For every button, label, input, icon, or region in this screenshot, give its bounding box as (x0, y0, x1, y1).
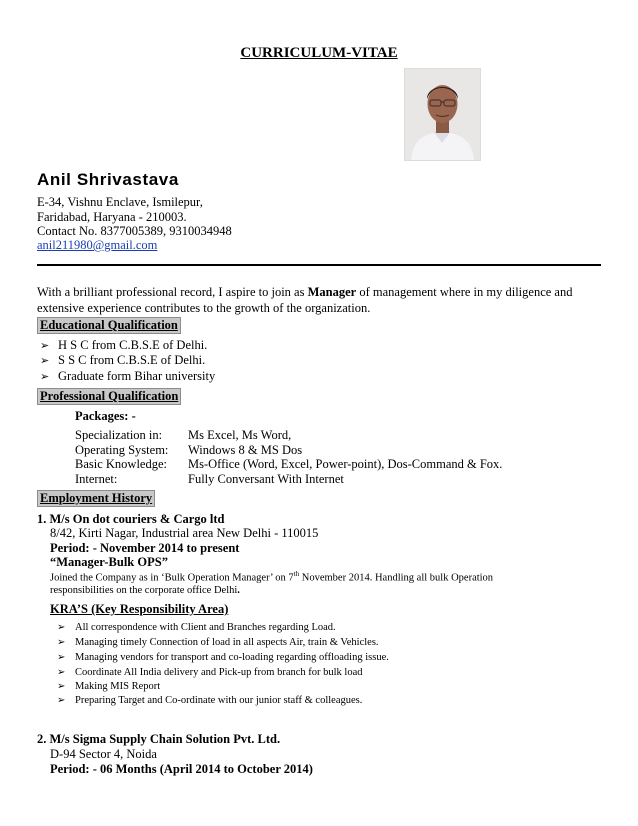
job1-description-cont: responsibilities on the corporate office Delhi. (50, 585, 240, 596)
list-item: ➢ Making MIS Report (57, 681, 161, 692)
list-item: ➢ Managing vendors for transport and co-loading regarding offloading issue. (57, 652, 389, 663)
contact-numbers: Contact No. 8377005389, 9310034948 (37, 224, 232, 238)
skill-label: Specialization in: (75, 428, 163, 442)
objective-highlight: Manager (307, 285, 357, 299)
list-item: ➢ H S C from C.B.S.E of Delhi. (40, 338, 208, 352)
list-item: ➢ Coordinate All India delivery and Pick-up from branch for bulk load (57, 667, 363, 678)
divider (37, 264, 601, 266)
kra-heading: KRA’S (Key Responsibility Area) (50, 602, 229, 616)
arrow-bullet-icon: ➢ (57, 667, 66, 678)
arrow-bullet-icon: ➢ (40, 354, 50, 367)
skill-label: Basic Knowledge: (75, 457, 167, 471)
objective-text-end: of management where in my diligence and extensive experience contributes to the growth of the organization. (37, 285, 573, 315)
professional-heading: Professional Qualification (37, 388, 181, 405)
list-item: ➢ Preparing Target and Co-ordinate with our junior staff & colleagues. (57, 695, 363, 706)
skill-value: Fully Conversant With Internet (188, 472, 344, 486)
employment-heading: Employment History (37, 490, 155, 507)
profile-photo (404, 68, 481, 161)
skill-value: Windows 8 & MS Dos (188, 443, 303, 457)
arrow-bullet-icon: ➢ (40, 370, 50, 383)
job1-address: 8/42, Kirti Nagar, Industrial area New Delhi - 110015 (50, 526, 319, 540)
career-objective (37, 284, 597, 316)
document-title: CURRICULUM-VITAE (240, 45, 398, 61)
list-item: ➢ Graduate form Bihar university (40, 369, 216, 383)
job1-period: Period: - November 2014 to present (50, 541, 240, 555)
skill-label: Internet: (75, 472, 118, 486)
address-line-1: E-34, Vishnu Enclave, Ismilepur, (37, 195, 203, 209)
job2-address: D-94 Sector 4, Noida (50, 747, 157, 761)
address-line-2: Faridabad, Haryana - 210003. (37, 210, 187, 224)
arrow-bullet-icon: ➢ (57, 637, 66, 648)
skill-value: Ms-Office (Word, Excel, Power-point), Dos-Command & Fox. (188, 457, 503, 471)
job2-company: 2. M/s Sigma Supply Chain Solution Pvt. Ltd. (37, 732, 281, 746)
objective-text: With a brilliant professional record, I aspire to join as (37, 285, 308, 299)
job1-description: Joined the Company as in ‘Bulk Operation Manager’ on 7th November 2014. Handling all bulk Operation (50, 570, 494, 584)
person-photo-icon (405, 69, 480, 160)
list-item: ➢ All correspondence with Client and Branches regarding Load. (57, 622, 336, 633)
education-heading: Educational Qualification (37, 317, 181, 334)
skill-value: Ms Excel, Ms Word, (188, 428, 292, 442)
arrow-bullet-icon: ➢ (57, 695, 66, 706)
email-link[interactable]: anil211980@gmail.com (37, 238, 158, 252)
arrow-bullet-icon: ➢ (57, 622, 66, 633)
candidate-name: Anil Shrivastava (37, 170, 179, 189)
arrow-bullet-icon: ➢ (57, 681, 66, 692)
list-item: ➢ S S C from C.B.S.E of Delhi. (40, 353, 206, 367)
job2-period: Period: - 06 Months (April 2014 to October 2014) (50, 762, 313, 776)
arrow-bullet-icon: ➢ (40, 339, 50, 352)
job1-company: 1. M/s On dot couriers & Cargo ltd (37, 512, 225, 526)
skill-label: Operating System: (75, 443, 169, 457)
arrow-bullet-icon: ➢ (57, 652, 66, 663)
job1-role: “Manager-Bulk OPS” (50, 555, 168, 569)
packages-label: Packages: - (75, 409, 136, 423)
list-item: ➢ Managing timely Connection of load in all aspects Air, train & Vehicles. (57, 637, 379, 648)
